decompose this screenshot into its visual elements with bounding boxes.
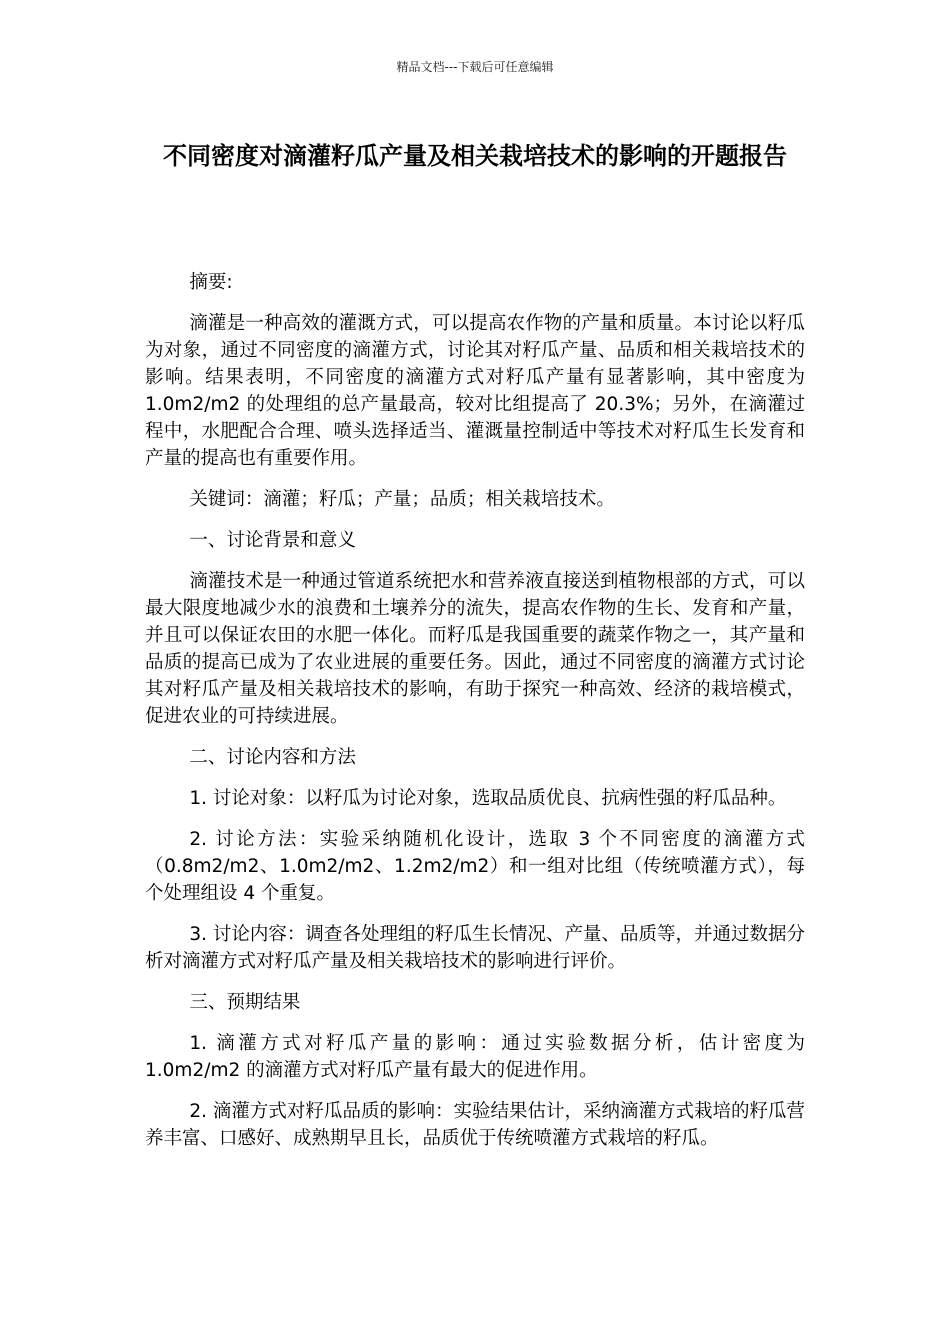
- section-heading-methods: 二、讨论内容和方法: [189, 747, 356, 768]
- methods-item-3: 3. 讨论内容：调查各处理组的籽瓜生长情况、产量、品质等，并通过数据分析对滴灌方式对籽瓜产量及相关栽培技术的影响进行评价。: [145, 924, 805, 972]
- abstract-paragraph: 滴灌是一种高效的灌溉方式，可以提高农作物的产量和质量。本讨论以籽瓜为对象，通过不同密度的滴灌方式，讨论其对籽瓜产量、品质和相关栽培技术的影响。结果表明，不同密度的滴灌方式对籽瓜产量有显著影响，其中密度为 1.0m2/m2 的处理组的总产量最高，较对比组提高了 20.3%；另外，在滴灌过程中，水肥配合合理、喷头选择适当、灌溉量控制适中等技术对籽瓜生长发育和产量的提高也有重要作用。: [145, 313, 805, 469]
- results-item-1: 1. 滴灌方式对籽瓜产量的影响：通过实验数据分析，估计密度为 1.0m2/m2 的滴灌方式对籽瓜产量有最大的促进作用。: [145, 1033, 805, 1081]
- abstract-label: 摘要:: [189, 272, 233, 293]
- methods-item-2: 2. 讨论方法：实验采纳随机化设计，选取 3 个不同密度的滴灌方式（0.8m2/m2、1.0m2/m2、1.2m2/m2）和一组对比组（传统喷灌方式），每个处理组设 4 个重复。: [145, 829, 805, 904]
- section-heading-background: 一、讨论背景和意义: [189, 530, 356, 551]
- results-item-2: 2. 滴灌方式对籽瓜品质的影响：实验结果估计，采纳滴灌方式栽培的籽瓜营养丰富、口感好、成熟期早且长，品质优于传统喷灌方式栽培的籽瓜。: [145, 1101, 805, 1149]
- header-note: 精品文档---下载后可任意编辑: [396, 60, 554, 74]
- keywords-paragraph: 关键词：滴灌；籽瓜；产量；品质；相关栽培技术。: [189, 489, 615, 510]
- background-paragraph: 滴灌技术是一种通过管道系统把水和营养液直接送到植物根部的方式，可以最大限度地减少水的浪费和土壤养分的流失，提高农作物的生长、发育和产量，并且可以保证农田的水肥一体化。而籽瓜是我国重要的蔬菜作物之一，其产量和品质的提高已成为了农业进展的重要任务。因此，通过不同密度的滴灌方式讨论其对籽瓜产量及相关栽培技术的影响，有助于探究一种高效、经济的栽培模式，促进农业的可持续进展。: [145, 571, 805, 727]
- section-heading-results: 三、预期结果: [189, 992, 301, 1013]
- document-title: 不同密度对滴灌籽瓜产量及相关栽培技术的影响的开题报告: [163, 142, 787, 170]
- document-body: [145, 269, 805, 1166]
- methods-item-1: 1. 讨论对象：以籽瓜为讨论对象，选取品质优良、抗病性强的籽瓜品种。: [189, 788, 787, 809]
